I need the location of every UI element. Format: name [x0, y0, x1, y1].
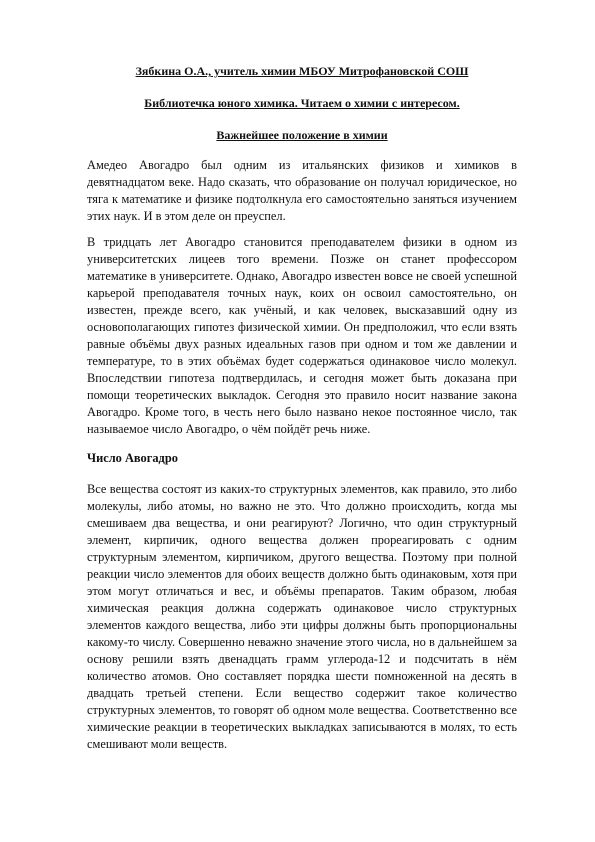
section-title: Число Авогадро — [87, 451, 178, 465]
paragraph-avogadro-number: Все вещества состоят из каких-то структурных элементов, как правило, это либо молекулы, либо атомы, но важно не это. Что должно происходить, когда мы смешиваем два вещества, и они реагируют? Логично, что один структурный элемент, кирпичик, одного вещества должен прореагировать с одним структурным элементом, кирпичиком, другого вещества. Поэтому при полной реакции число элементов для обоих веществ должно быть одинаковым, хотя при этом могут отличаться и вес, и объёмы препаратов. Таким образом, любая химическая реакция должна содержать одинаковое число структурных элементов каждого вещества, либо эти цифры должны быть пропорциональны какому-то числу. Совершенно неважно значение этого числа, но в дальнейшем за основу решили взять двенадцать грамм углерода-12 и подсчитать в нём количество атомов. Оно составляет порядка шести помноженной на десять в двадцать третьей степени. Если вещество содержит такое количество структурных элементов, то говорят об одном моле вещества. Соответственно все химические реакции в теоретических выкладках записываются в молях, то есть смешивают моли веществ. — [87, 482, 517, 751]
paragraph-career: В тридцать лет Авогадро становится преподавателем физики в одном из университетских лицеев того времени. Позже он станет профессором математике в университете. Однако, Авогадро известен вовсе не своей успешной карьерой преподавателя точных наук, коих он освоил самостоятельно, он известен, прежде всего, как учёный, и как человек, высказавший одну из основополагающих гипотез физической химии. Он предположил, что если взять равные объёмы двух разных идеальных газов при одном и том же давлении и температуре, то в этих объёмах будет содержаться одинаковое число молекул. Впоследствии гипотеза подтвердилась, и сегодня может быть доказана при помощи теоретических выкладок. Сегодня это правило носит название закона Авогадро. Кроме того, в честь него было названо некое постоянное число, так называемое число Авогадро, о чём пойдёт речь ниже. — [87, 235, 517, 436]
paragraph-intro: Амедео Авогадро был одним из итальянских физиков и химиков в девятнадцатом веке. Надо сказать, что образование он получал юридическое, но тяга к математике и физике подтолкнула его самостоятельно заняться изучением этих наук. И в этом деле он преуспел. — [87, 158, 517, 223]
author-line: Зябкина О.А., учитель химии МБОУ Митрофановской СОШ — [135, 64, 469, 78]
series-line: Библиотечка юного химика. Читаем о химии с интересом. — [144, 96, 460, 110]
document-title: Важнейшее положение в химии — [216, 128, 388, 142]
